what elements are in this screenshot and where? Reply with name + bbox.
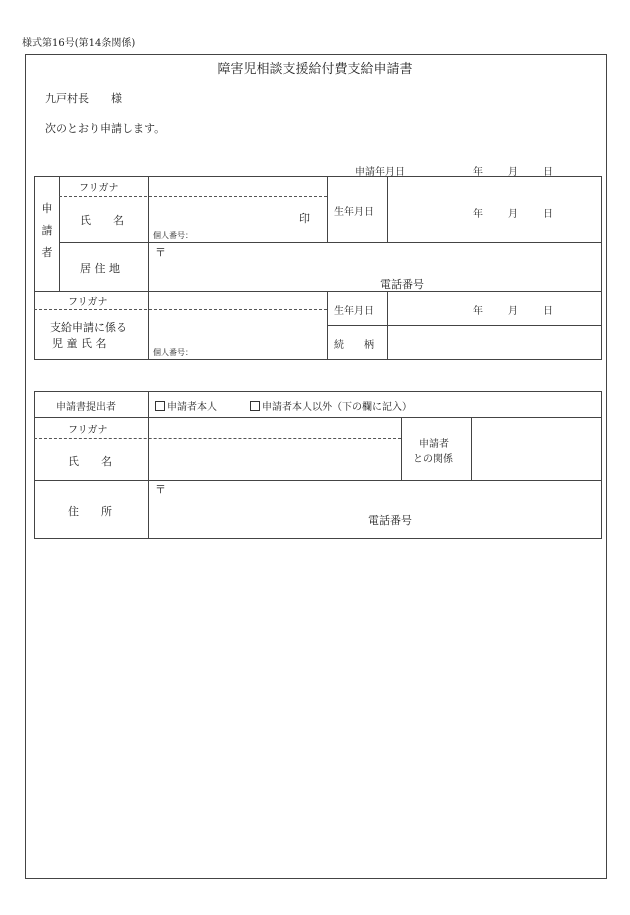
checkbox-other[interactable]: [250, 401, 260, 411]
submitter-relation-label-line1: 申請者: [419, 439, 449, 450]
child-name-label-line1: 支給申請に係る: [50, 321, 127, 334]
application-date-day: 日: [543, 167, 553, 178]
applicant-side-label: 申 請 者: [41, 202, 53, 259]
submitter-furigana-label: フリガナ: [68, 425, 108, 436]
submitter-relation-label-line2: との関係: [413, 454, 453, 465]
applicant-postal-mark: 〒: [155, 246, 166, 259]
applicant-birthdate-label: 生年月日: [334, 207, 374, 218]
applicant-phone-label: 電話番号: [380, 278, 424, 291]
applicant-birth-year: 年: [473, 209, 483, 220]
submitter-table: [34, 391, 602, 539]
applicant-birth-month: 月: [508, 209, 518, 220]
submitter-postal-mark: 〒: [155, 483, 166, 496]
child-birth-month: 月: [508, 306, 518, 317]
applicant-furigana-label: フリガナ: [79, 183, 119, 194]
submitter-label: 申請書提出者: [56, 402, 116, 413]
addressee: 九戸村長 様: [45, 92, 122, 105]
submitter-address-label: 住 所: [68, 505, 112, 518]
application-date-year: 年: [473, 167, 483, 178]
form-title: 障害児相談支援給付費支給申請書: [217, 62, 413, 77]
child-relation-label: 続 柄: [334, 340, 374, 351]
seal-mark: 印: [299, 212, 310, 225]
child-birthdate-label: 生年月日: [334, 306, 374, 317]
child-name-label-line2: 児 童 氏 名: [52, 337, 107, 350]
intro-text: 次のとおり申請します。: [45, 122, 166, 135]
applicant-name-label: 氏 名: [80, 214, 124, 227]
applicant-address-label: 居 住 地: [80, 262, 120, 275]
checkbox-self[interactable]: [155, 401, 165, 411]
application-date-label: 申請年月日: [355, 167, 405, 178]
child-birth-year: 年: [473, 306, 483, 317]
option-other[interactable]: 申請者本人以外（下の欄に記入）: [250, 398, 412, 413]
applicant-birth-day: 日: [543, 209, 553, 220]
form-number: 様式第16号(第14条関係): [22, 38, 136, 49]
submitter-phone-label: 電話番号: [368, 514, 412, 527]
application-date-month: 月: [508, 167, 518, 178]
child-personal-number-label: 個人番号：: [153, 348, 193, 357]
child-birth-day: 日: [543, 306, 553, 317]
submitter-name-label: 氏 名: [68, 455, 112, 468]
child-furigana-label: フリガナ: [68, 297, 108, 308]
applicant-personal-number-label: 個人番号：: [153, 231, 193, 240]
option-self[interactable]: 申請者本人: [155, 398, 217, 413]
